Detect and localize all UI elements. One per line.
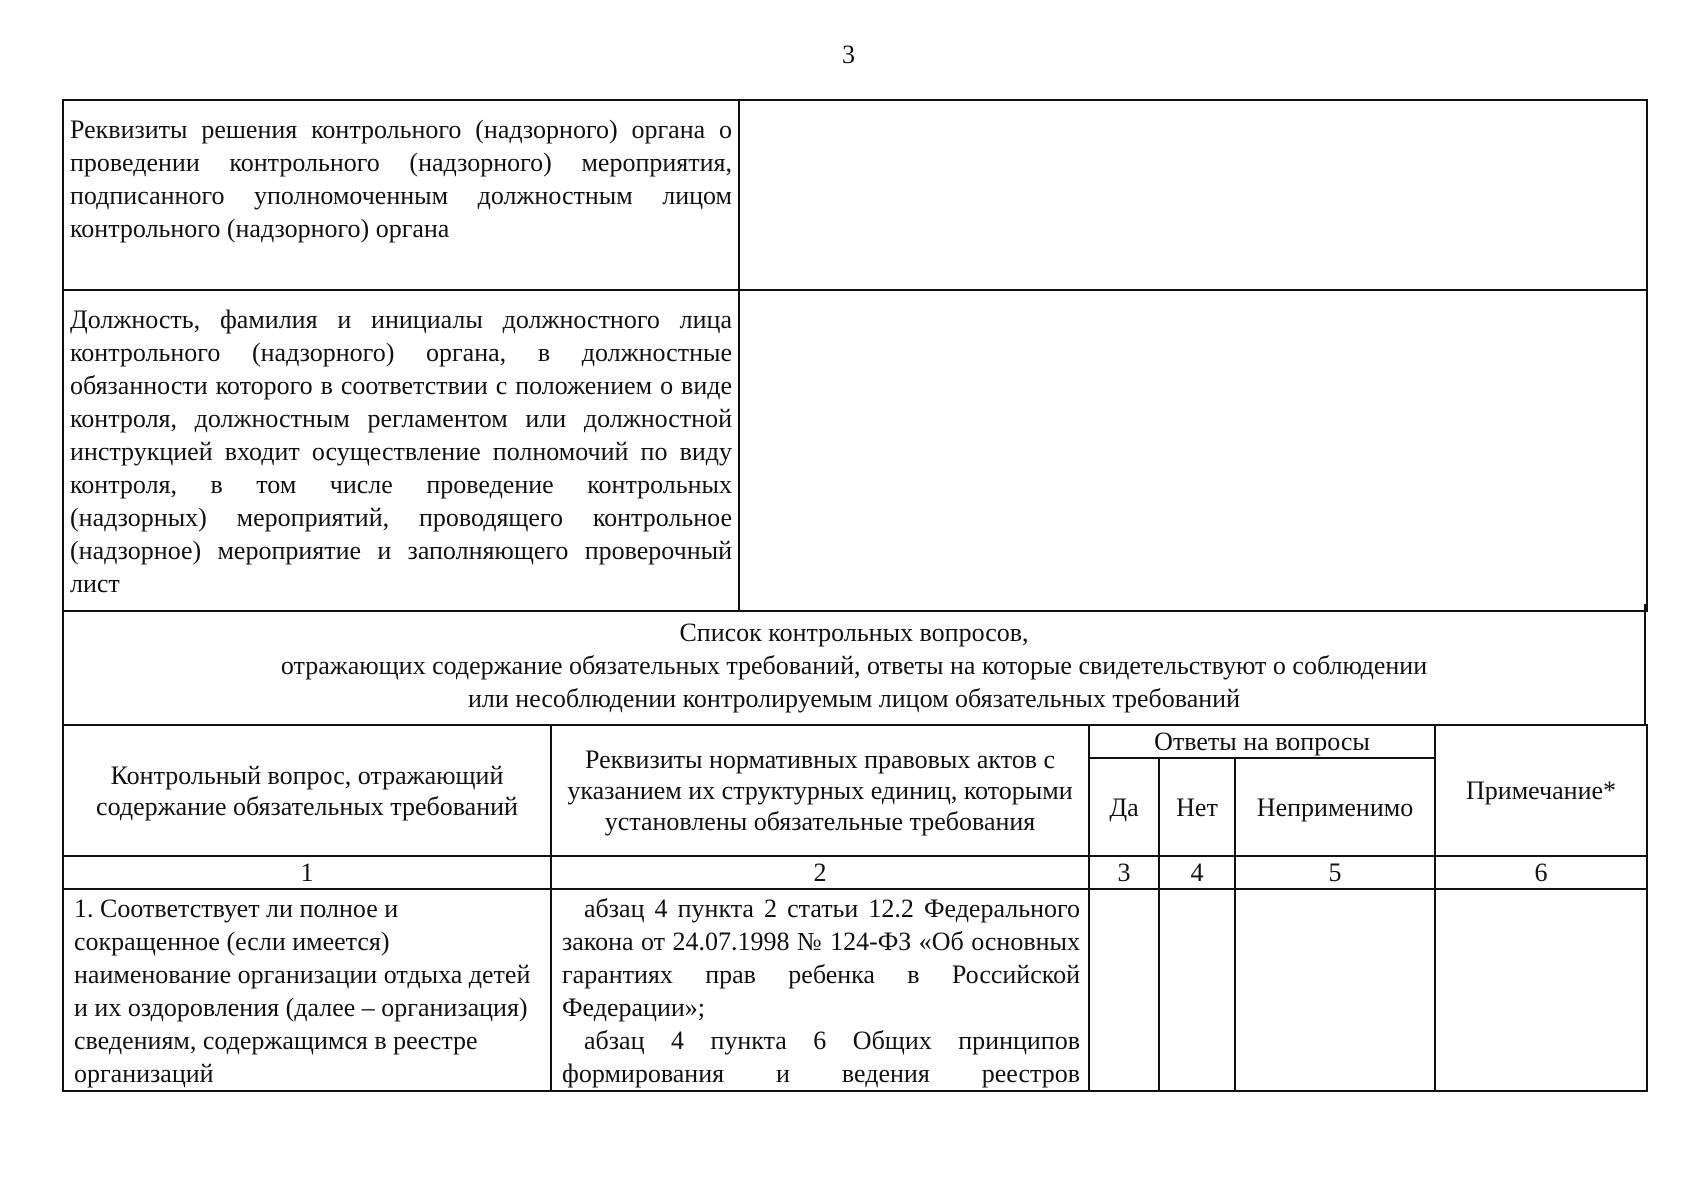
requisites-cell	[551, 889, 1089, 1091]
column-number-4: 4	[1159, 856, 1235, 889]
column-number-5: 5	[1235, 856, 1435, 889]
checklist-table	[62, 724, 1648, 1092]
decision-requisites-row	[63, 100, 1647, 290]
column-number-3: 3	[1089, 856, 1159, 889]
requisites-column-header: Реквизиты нормативных правовых актов с указанием их структурных единиц, которыми установлены обязательные требования	[551, 725, 1089, 856]
decision-requisites-value[interactable]	[739, 100, 1647, 290]
answer-not-applicable-cell[interactable]	[1235, 889, 1435, 1091]
no-column-header: Нет	[1159, 758, 1235, 856]
question-column-header: Контрольный вопрос, отражающий содержание обязательных требований	[63, 725, 551, 856]
inspector-value[interactable]	[739, 290, 1647, 611]
inspector-label: Должность, фамилия и инициалы должностного лица контрольного (надзорного) органа, в должностные обязанности которого в соответствии с положением о виде контроля, должностным регламентом или должностной инструкцией входит осуществление полномочий по виду контроля, в том числе проведение контрольных (надзорных) мероприятий, проводящего контрольное (надзорное) мероприятие и заполняющего проверочный лист	[63, 290, 739, 611]
note-cell[interactable]	[1435, 889, 1647, 1091]
question-cell: 1. Соответствует ли полное и сокращенное (если имеется) наименование организации отдыха детей и их оздоровления (далее – организация) сведениям, содержащимся в реестре организаций	[63, 889, 551, 1091]
not-applicable-column-header: Неприменимо	[1235, 758, 1435, 856]
answer-no-cell[interactable]	[1159, 889, 1235, 1091]
requisites-paragraph-2: абзац 4 пункта 6 Общих принципов формирования и ведения реестров	[562, 1026, 1080, 1088]
answer-yes-cell[interactable]	[1089, 889, 1159, 1091]
column-number-1: 1	[63, 856, 551, 889]
inspection-details-table	[62, 99, 1648, 612]
column-number-2: 2	[551, 856, 1089, 889]
answers-group-header: Ответы на вопросы	[1089, 725, 1435, 758]
column-number-6: 6	[1435, 856, 1647, 889]
header-row	[63, 725, 1647, 758]
checklist-heading	[62, 604, 1646, 724]
requisites-paragraph-1: абзац 4 пункта 2 статьи 12.2 Федерального закона от 24.07.1998 № 124-ФЗ «Об основных гарантиях прав ребенка в Российской Федерации»;	[562, 894, 1080, 1022]
page-number: 3	[842, 40, 855, 69]
table-row	[63, 889, 1647, 1091]
yes-column-header: Да	[1089, 758, 1159, 856]
checklist-heading-line-2: отражающих содержание обязательных требований, ответы на которые свидетельствуют о соблюдении	[280, 651, 1428, 680]
checklist-heading-line-3: или несоблюдении контролируемым лицом обязательных требований	[467, 684, 1240, 713]
inspector-row	[63, 290, 1647, 611]
note-column-header: Примечание*	[1435, 725, 1647, 856]
decision-requisites-label: Реквизиты решения контрольного (надзорного) органа о проведении контрольного (надзорного) мероприятия, подписанного уполномоченным должностным лицом контрольного (надзорного) органа	[63, 100, 739, 290]
checklist-heading-line-1: Список контрольных вопросов,	[679, 618, 1029, 647]
column-numbers-row	[63, 856, 1647, 889]
